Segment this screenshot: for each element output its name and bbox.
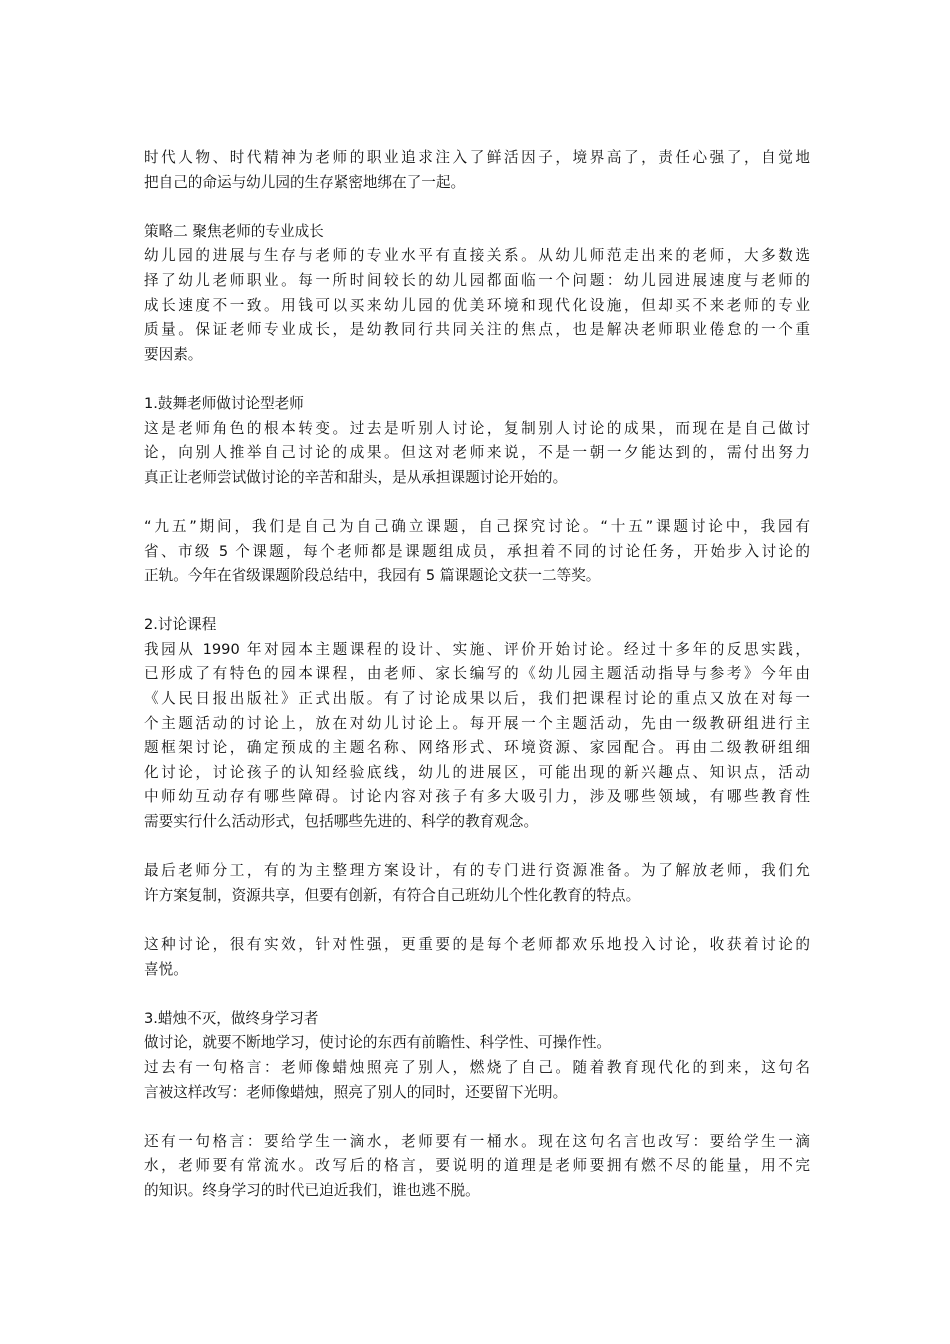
text-line: 做讨论，就要不断地学习，使讨论的东西有前瞻性、科学性、可操作性。: [144, 1034, 612, 1052]
text-line: 成长速度不一致。用钱可以买来幼儿园的优美环境和现代化设施，但却买不来老师的专业: [144, 296, 810, 314]
text-line: 过去有一句格言：老师像蜡烛照亮了别人，燃烧了自己。随着教育现代化的到来，这句名: [144, 1058, 810, 1076]
item-heading-3: 3.蜡烛不灭，做终身学习者: [144, 1009, 319, 1027]
text-line: 还有一句格言：要给学生一滴水，老师要有一桶水。现在这句名言也改写：要给学生一滴: [144, 1132, 810, 1150]
item-2-paragraph-2: [144, 859, 810, 908]
section-2-paragraph: [144, 244, 810, 367]
text-line: 中师幼互动存有哪些障碍。讨论内容对孩子有多大吸引力，涉及哪些领域，有哪些教育性: [144, 788, 810, 806]
text-line: 许方案复制，资源共享，但要有创新，有符合自己班幼儿个性化教育的特点。: [144, 886, 641, 904]
text-line: 正轨。今年在省级课题阶段总结中，我园有 5 篇课题论文获一二等奖。: [144, 567, 601, 585]
item-3-line: [144, 1031, 810, 1056]
text-line: 个主题活动的讨论上，放在对幼儿讨论上。每开展一个主题活动，先由一级教研组进行主: [144, 714, 810, 732]
text-line: 水，老师要有常流水。改写后的格言，要说明的道理是老师要拥有燃不尽的能量，用不完: [144, 1157, 810, 1175]
document-page: [144, 146, 810, 1228]
item-2-paragraph-3: [144, 933, 810, 982]
text-line: 真正让老师尝试做讨论的辛苦和甜头，是从承担课题讨论开始的。: [144, 468, 568, 486]
text-line: 这种讨论，很有实效，针对性强，更重要的是每个老师都欢乐地投入讨论，收获着讨论的: [144, 936, 810, 953]
item-heading-2: 2.讨论课程: [144, 616, 217, 634]
text-line: 幼儿园的进展与生存与老师的专业水平有直接关系。从幼儿师范走出来的老师，大多数选: [144, 247, 810, 265]
item-3-paragraph: [144, 1056, 810, 1105]
text-line: 已形成了有特色的园本课程，由老师、家长编写的《幼儿园主题活动指导与参考》今年由: [144, 665, 810, 683]
text-line: 把自己的命运与幼儿园的生存紧密地绑在了一起。: [144, 173, 466, 191]
text-line: 《人民日报出版社》正式出版。有了讨论成果以后，我们把课程讨论的重点又放在对每一: [144, 690, 810, 708]
text-line: 这是老师角色的根本转变。过去是听别人讨论，复制别人讨论的成果，而现在是自己做讨: [144, 419, 810, 437]
text-line: 省、市级 5 个课题，每个老师都是课题组成员，承担着不同的讨论任务，开始步入讨论的: [144, 542, 810, 560]
item-1-paragraph: [144, 417, 810, 491]
text-line: 最后老师分工，有的为主整理方案设计，有的专门进行资源准备。为了解放老师，我们允: [144, 862, 810, 880]
item-heading-1: 1.鼓舞老师做讨论型老师: [144, 394, 304, 412]
item-2-paragraph: [144, 638, 810, 835]
text-line: 的知识。终身学习的时代已迫近我们，谁也逃不脱。: [144, 1181, 480, 1199]
text-line: 题框架讨论，确定预成的主题名称、网络形式、环境资源、家园配合。再由二级教研组细: [144, 739, 810, 757]
text-line: 择了幼儿老师职业。每一所时间较长的幼儿园都面临一个问题：幼儿园进展速度与老师的: [144, 271, 810, 289]
text-line: 要因素。: [144, 345, 203, 363]
text-line: “九五”期间，我们是自己为自己确立课题，自己探究讨论。“十五”课题讨论中，我园有: [144, 517, 810, 535]
intro-paragraph: [144, 146, 810, 195]
text-line: 言被这样改写：老师像蜡烛，照亮了别人的同时，还要留下光明。: [144, 1083, 568, 1101]
section-heading-strategy-2: 策略二 聚焦老师的专业成长: [144, 222, 324, 240]
item-1-paragraph-2: [144, 515, 810, 589]
text-line: 需要实行什么活动形式，包括哪些先进的、科学的教育观念。: [144, 813, 539, 831]
item-3-paragraph-2: [144, 1130, 810, 1204]
text-line: 化讨论，讨论孩子的认知经验底线，幼儿的进展区，可能出现的新兴趣点、知识点，活动: [144, 763, 810, 781]
text-line: 时代人物、时代精神为老师的职业追求注入了鲜活因子，境界高了，责任心强了，自觉地: [144, 149, 810, 166]
text-line: 质量。保证老师专业成长，是幼教同行共同关注的焦点，也是解决老师职业倦怠的一个重: [144, 321, 810, 339]
text-line: 论，向别人推举自己讨论的成果。但这对老师来说，不是一朝一夕能达到的，需付出努力: [144, 444, 810, 462]
text-line: 我园从 1990 年对园本主题课程的设计、实施、评价开始讨论。经过十多年的反思实践，: [144, 640, 810, 658]
text-line: 喜悦。: [144, 960, 188, 978]
